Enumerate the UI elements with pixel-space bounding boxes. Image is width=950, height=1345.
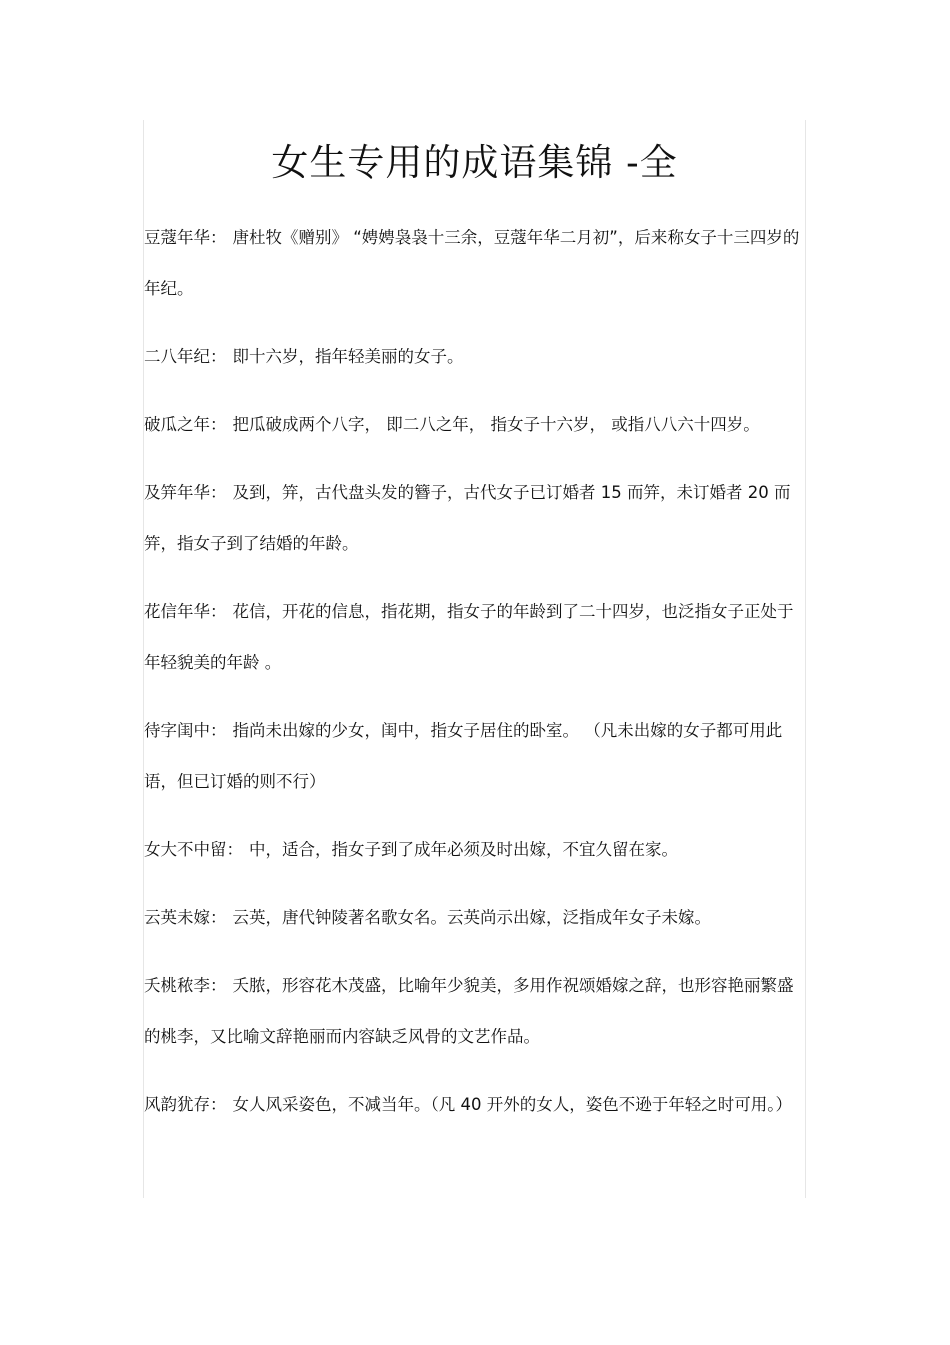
idiom-definition: 夭脓，形容花木茂盛，比喻年少貌美，多用作祝颂婚嫁之辞，也形容艳丽繁盛的桃李，又比喻文辞艳丽而内容缺乏风骨的文艺作品。 [144,976,794,1046]
idiom-term: 花信年华： [144,602,227,621]
idiom-entry [144,212,806,314]
idiom-definition: 把瓜破成两个八字， 即二八之年， 指女子十六岁， 或指八八六十四岁。 [232,415,760,434]
idiom-definition: 女人风采姿色，不减当年。（凡 40 开外的女人，姿色不逊于年轻之时可用。） [232,1095,792,1114]
idiom-definition: 云英，唐代钟陵著名歌女名。云英尚示出嫁，泛指成年女子未嫁。 [232,908,711,927]
idiom-entry [144,467,806,569]
idiom-definition: 指尚未出嫁的少女，闺中，指女子居住的卧室。 （凡未出嫁的女子都可用此语，但已订婚的则不行） [144,721,783,791]
idiom-entry [144,960,806,1062]
idiom-term: 豆蔻年华： [144,228,227,247]
idiom-term: 女大不中留： [144,840,243,859]
idiom-list [144,212,806,1147]
idiom-entry [144,705,806,807]
idiom-definition: 唐杜牧《赠别》 “娉娉袅袅十三余，豆蔻年华二月初”，后来称女子十三四岁的年纪。 [144,228,800,298]
idiom-term: 二八年纪： [144,347,227,366]
idiom-entry [144,892,806,943]
idiom-definition: 即十六岁，指年轻美丽的女子。 [232,347,464,366]
idiom-term: 云英未嫁： [144,908,227,927]
idiom-term: 待字闺中： [144,721,227,740]
idiom-definition: 中，适合，指女子到了成年必须及时出嫁，不宜久留在家。 [249,840,678,859]
idiom-entry [144,1079,806,1130]
idiom-definition: 花信，开花的信息，指花期，指女子的年龄到了二十四岁，也泛指女子正处于年轻貌美的年龄 。 [144,602,794,672]
idiom-entry [144,399,806,450]
idiom-entry [144,331,806,382]
document-title: 女生专用的成语集锦 -全 [271,141,678,184]
idiom-term: 夭桃秾李： [144,976,227,995]
idiom-term: 及笄年华： [144,483,227,502]
idiom-term: 风韵犹存： [144,1095,227,1114]
idiom-definition: 及到，笄，古代盘头发的簪子，古代女子已订婚者 15 而笄，未订婚者 20 而笄，指女子到了结婚的年龄。 [144,483,791,553]
idiom-entry [144,824,806,875]
idiom-entry [144,586,806,688]
idiom-term: 破瓜之年： [144,415,227,434]
